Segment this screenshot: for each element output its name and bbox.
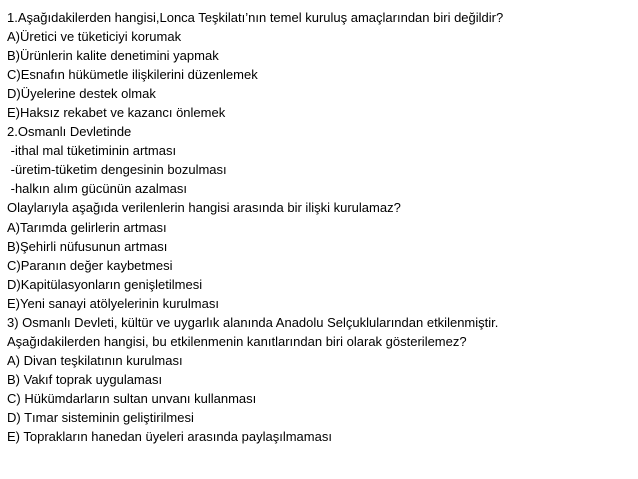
question-1-option-c: C)Esnafın hükümetle ilişkilerini düzenlemek [7, 67, 258, 83]
question-3-option-e: E) Toprakların hanedan üyeleri arasında paylaşılmaması [7, 429, 332, 445]
question-2-option-d: D)Kapitülasyonların genişletilmesi [7, 276, 203, 292]
question-2-option-c: C)Paranın değer kaybetmesi [7, 257, 173, 273]
question-2-item-1: -ithal mal tüketiminin artması [7, 143, 177, 159]
question-2-option-b: B)Şehirli nüfusunun artması [7, 238, 168, 254]
question-3-option-d: D) Tımar sisteminin geliştirilmesi [7, 409, 194, 425]
question-1-stem: 1.Aşağıdakilerden hangisi,Lonca Teşkilatı’nın temel kuruluş amaçlarından biri değildir? [7, 10, 504, 25]
question-3-prompt: Aşağıdakilerden hangisi, bu etkilenmenin kanıtlarından biri olarak gösterilemez? [7, 333, 467, 349]
question-1-option-a: A)Üretici ve tüketiciyi korumak [7, 29, 182, 45]
question-3-option-b: B) Vakıf toprak uygulaması [7, 371, 163, 387]
question-1-option-d: D)Üyelerine destek olmak [7, 86, 156, 102]
question-2-option-a: A)Tarımda gelirlerin artması [7, 219, 167, 235]
question-2-option-e: E)Yeni sanayi atölyelerinin kurulması [7, 295, 219, 311]
question-2-prompt: Olaylarıyla aşağıda verilenlerin hangisi arasında bir ilişki kurulamaz? [7, 200, 401, 216]
question-3-option-c: C) Hükümdarların sultan unvanı kullanması [7, 390, 257, 406]
question-3-option-a: A) Divan teşkilatının kurulması [7, 352, 183, 368]
question-2-item-3: -halkın alım gücünün azalması [7, 181, 187, 197]
question-2-stem: 2.Osmanlı Devletinde [7, 124, 132, 140]
question-2-item-2: -üretim-tüketim dengesinin bozulması [7, 162, 227, 178]
question-1-option-e: E)Haksız rekabet ve kazancı önlemek [7, 105, 226, 121]
document-text [7, 8, 632, 446]
question-3-stem: 3) Osmanlı Devleti, kültür ve uygarlık alanında Anadolu Selçuklularından etkilenmiştir. [7, 314, 499, 330]
question-1-option-b: B)Ürünlerin kalite denetimini yapmak [7, 48, 219, 64]
